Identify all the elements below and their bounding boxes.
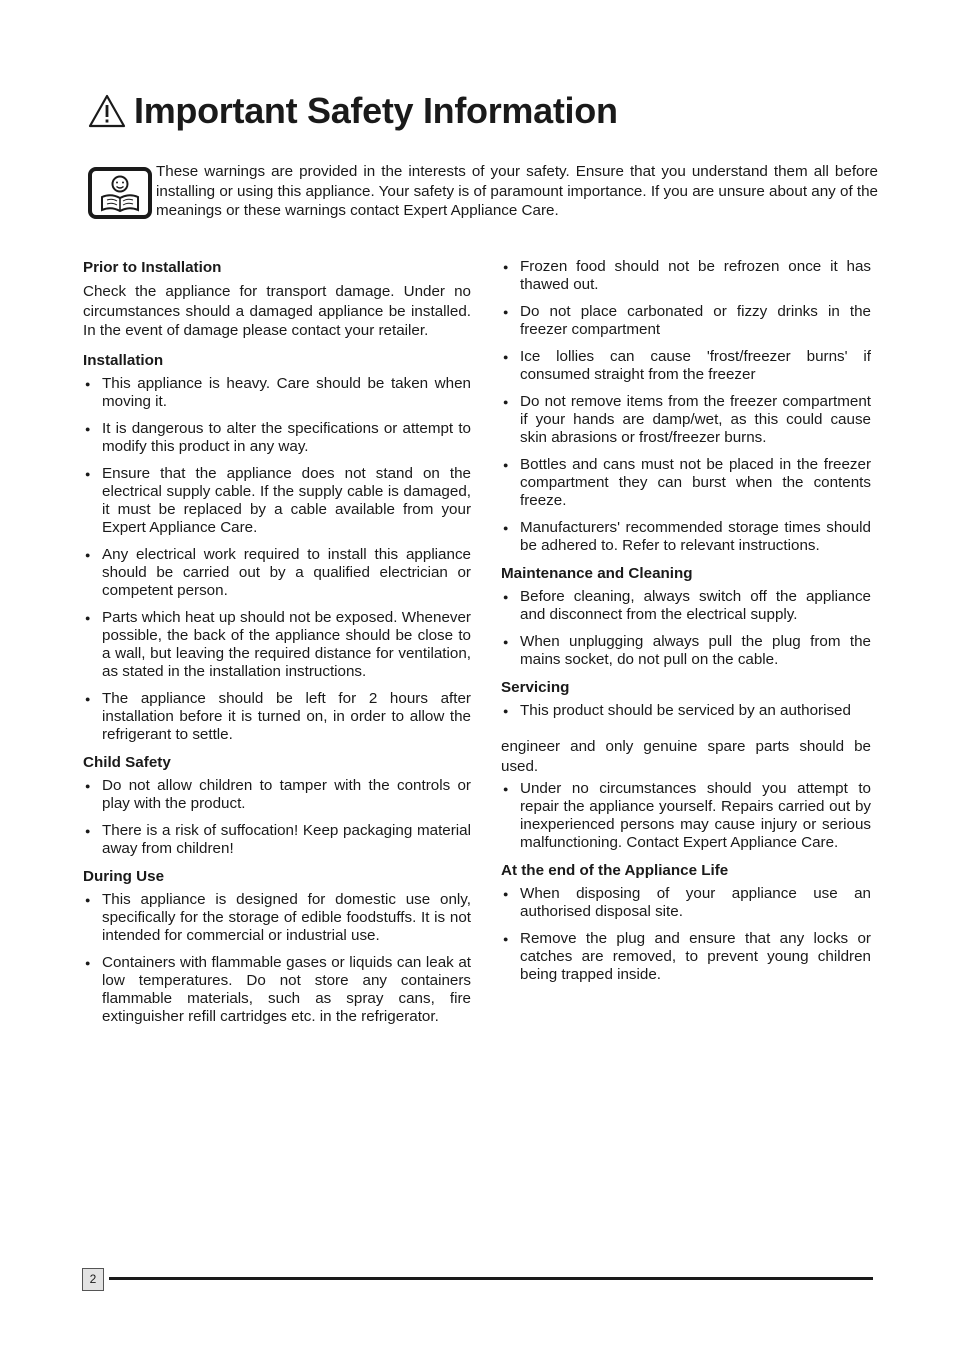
bullet-list — [501, 780, 871, 852]
list-item: ● It is dangerous to alter the specifications or attempt to modify this product in any way. — [83, 420, 471, 456]
list-item: ● This product should be serviced by an authorised — [501, 702, 871, 720]
section-heading: Child Safety — [83, 753, 171, 771]
list-item: ● Before cleaning, always switch off the appliance and disconnect from the electrical supply. — [501, 588, 871, 624]
list-item: ● Manufacturers' recommended storage times should be adhered to. Refer to relevant instructions. — [501, 519, 871, 555]
section-heading: Maintenance and Cleaning — [501, 565, 693, 582]
section-installation — [83, 351, 471, 744]
list-item: ● There is a risk of suffocation! Keep packaging material away from children! — [83, 822, 471, 858]
intro-text: These warnings are provided in the interests of your safety. Ensure that you understand them all before installing or using this appliance. Your safety is of paramount importance. If you are unsure about any of the meanings or these warnings contact Expert Appliance Care. — [156, 163, 878, 219]
list-item: ● This appliance is designed for domestic use only, specifically for the storage of edible foodstuffs. It is not intended for commercial or industrial use. — [83, 891, 471, 945]
list-item: ● Containers with flammable gases or liquids can leak at low temperatures. Do not store any containers flammable materials, such as spray cans, fire extinguisher refill cartridges etc. in the refrigerator. — [83, 954, 471, 1026]
bullet-list — [83, 375, 471, 744]
list-item: ● Under no circumstances should you attempt to repair the appliance yourself. Repairs carried out by inexperienced persons may cause injury or serious malfunctioning. Contact Expert Appliance Care. — [501, 780, 871, 852]
section-child-safety — [83, 753, 471, 858]
bullet-list — [83, 777, 471, 858]
bullet-list — [83, 891, 471, 1026]
read-manual-icon — [88, 165, 152, 221]
page-title: Important Safety Information — [134, 90, 618, 131]
list-item: ● When unplugging always pull the plug from the mains socket, do not pull on the cable. — [501, 633, 871, 669]
list-item: ● Parts which heat up should not be exposed. Whenever possible, the back of the appliance should be close to a wall, but leaving the required distance for ventilation, as stated in the installation instructions. — [83, 609, 471, 681]
bullet-list — [501, 885, 871, 984]
right-column — [501, 258, 871, 993]
page-number: 2 — [82, 1268, 104, 1291]
list-item: ● The appliance should be left for 2 hours after installation before it is turned on, in order to allow the refrigerant to settle. — [83, 690, 471, 744]
list-item: ● Any electrical work required to install this appliance should be carried out by a qualified electrician or competent person. — [83, 546, 471, 600]
intro-block — [88, 162, 878, 221]
section-paragraph: Check the appliance for transport damage. Under no circumstances should a damaged appliance be installed. In the event of damage please contact your retailer. — [83, 283, 471, 339]
section-heading: At the end of the Appliance Life — [501, 862, 729, 879]
warning-triangle-icon — [88, 94, 126, 128]
list-item: ● Bottles and cans must not be placed in the freezer compartment they can burst when the contents freeze. — [501, 456, 871, 510]
bullet-list — [501, 702, 871, 720]
list-item: ● Ice lollies can cause 'frost/freezer burns' if consumed straight from the freezer — [501, 348, 871, 384]
left-column — [83, 258, 471, 1035]
section-heading: Installation — [83, 351, 164, 369]
footer-rule — [109, 1277, 873, 1280]
list-item: ● Do not remove items from the freezer compartment if your hands are damp/wet, as this could cause skin abrasions or frost/freezer burns. — [501, 393, 871, 447]
list-item: ● Frozen food should not be refrozen once it has thawed out. — [501, 258, 871, 294]
list-item: ● Remove the plug and ensure that any locks or catches are removed, to prevent young children being trapped inside. — [501, 930, 871, 984]
section-heading: Prior to Installation — [83, 259, 222, 276]
section-during-use — [83, 867, 471, 1026]
list-item: ● Do not allow children to tamper with the controls or play with the product. — [83, 777, 471, 813]
bullet-list — [501, 258, 871, 555]
list-item: ● This appliance is heavy. Care should be taken when moving it. — [83, 375, 471, 411]
section-end-of-life — [501, 861, 871, 984]
section-servicing — [501, 678, 871, 852]
list-item: ● When disposing of your appliance use an authorised disposal site. — [501, 885, 871, 921]
title-row — [88, 90, 618, 132]
section-heading: Servicing — [501, 679, 570, 696]
section-maintenance — [501, 564, 871, 669]
section-paragraph: engineer and only genuine spare parts should be used. — [501, 738, 871, 775]
section-heading: During Use — [83, 867, 165, 885]
list-item: ● Ensure that the appliance does not stand on the electrical supply cable. If the supply cable is damaged, it must be replaced by a cable available from your Expert Appliance Care. — [83, 465, 471, 537]
section-prior-installation — [83, 258, 471, 341]
list-item: ● Do not place carbonated or fizzy drinks in the freezer compartment — [501, 303, 871, 339]
bullet-list — [501, 588, 871, 669]
